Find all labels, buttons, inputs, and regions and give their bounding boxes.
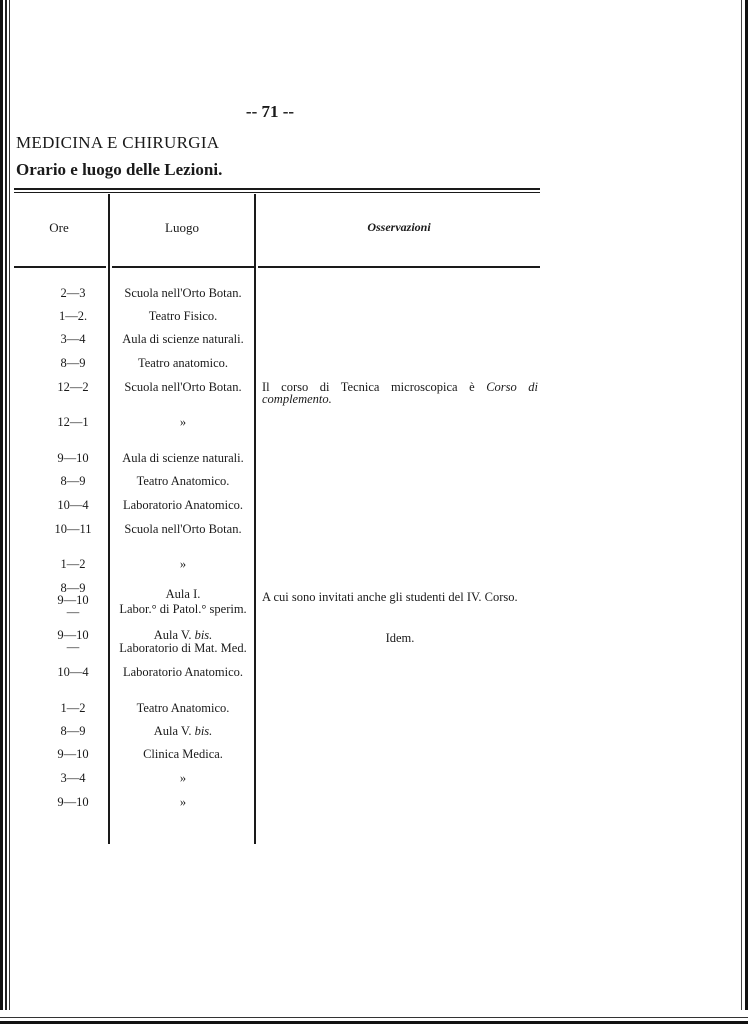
row-time: 9—10 [57,451,89,465]
row-time: 9—10 [57,795,89,809]
row-place: Teatro Anatomico. [136,474,230,488]
row-place: Scuola nell'Orto Botan. [124,286,242,300]
row-place-text: Aula V. [153,628,192,642]
row-time: 8—9 [60,356,86,370]
row-place: Scuola nell'Orto Botan. [124,522,242,536]
row-time: 1—2. [58,309,88,323]
row-time: 2—3 [60,286,86,300]
row-place: » [179,795,187,809]
row-place: Teatro anatomico. [137,356,229,370]
row-place [110,629,256,655]
row-place: Teatro Fisico. [148,309,218,323]
row-place-text: Aula V. [153,724,192,738]
row-place: » [179,557,187,571]
row-notes-italic: Corso di complemento. [262,380,539,406]
row-notes: Idem. [385,631,415,645]
column-header-ore: Ore [49,220,69,235]
row-place-italic: bis. [194,724,213,738]
row-place: Aula di scienze naturali. [122,451,244,465]
header-bottom-rule-ore [14,266,106,268]
row-place: Laboratorio Anatomico. [122,498,244,512]
row-time: 8—9 [60,474,86,488]
row-notes: A cui sono invitati anche gli studenti del IV. Corso. [262,590,518,604]
row-place-line: Laboratorio di Mat. Med. [119,641,247,655]
column-header-osservazioni: Osservazioni [367,220,431,234]
row-notes-text: Il corso di Tecnica microscopica è [262,380,475,394]
row-time: 1—2 [60,557,86,571]
page-bottom-edge [0,1010,748,1024]
row-time: 10—4 [57,498,89,512]
row-time: 10—11 [54,522,92,536]
row-place: Teatro Anatomico. [136,701,230,715]
row-place [110,588,256,616]
row-place-italic: bis. [194,628,213,642]
subtitle: Orario e luogo delle Lezioni. [16,160,223,179]
row-place-line: Aula I. [165,587,201,601]
column-header-luogo: Luogo [165,220,199,235]
row-place: Laboratorio Anatomico. [122,665,244,679]
row-place [110,725,256,738]
row-time-line: — [66,640,80,654]
row-time: 1—2 [60,701,86,715]
row-time: 8—9 [60,724,86,738]
row-place: Scuola nell'Orto Botan. [124,380,242,394]
row-notes [262,381,538,405]
row-place: Aula di scienze naturali. [122,332,244,346]
row-time: 3—4 [60,771,86,785]
row-time-line: 9—10 [57,593,89,607]
table-top-rule-thin [14,192,540,193]
row-time [38,629,108,653]
row-time-line: 9—10 [57,628,89,642]
row-time: 3—4 [60,332,86,346]
header-bottom-rule-luogo [112,266,254,268]
row-place: » [179,771,187,785]
row-time: 12—1 [57,415,89,429]
row-time: 10—4 [57,665,89,679]
row-time [38,582,108,618]
row-time: 9—10 [57,747,89,761]
page-left-edge [0,0,16,1024]
row-place: Clinica Medica. [143,747,223,761]
table-top-rule [14,188,540,190]
page-number: -- 71 -- [245,102,295,121]
row-time: 12—2 [57,380,89,394]
row-place-line: Labor.° di Patol.° sperim. [119,602,247,616]
row-time-line: — [66,605,80,619]
row-place: » [179,415,187,429]
row-time-line: 8—9 [60,581,86,595]
header-bottom-rule-osservazioni [258,266,540,268]
page-right-edge [734,0,748,1024]
section-title: MEDICINA E CHIRURGIA [16,133,220,152]
